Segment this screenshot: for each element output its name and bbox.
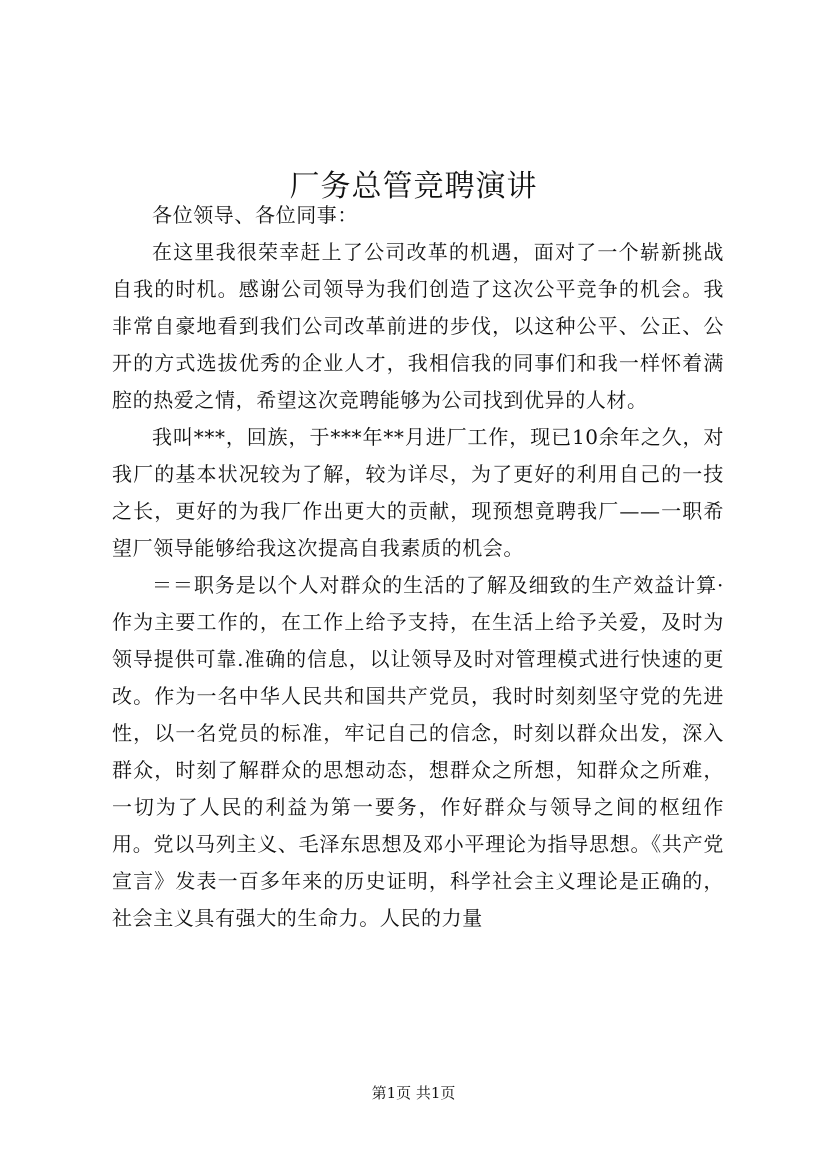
- self-introduction-paragraph: 我叫***，回族，于***年**月进厂工作，现已10余年之久，对我厂的基本状况较为了解，较为详尽，为了更好的利用自己的一技之长，更好的为我厂作出更大的贡献，现预想竟聘我厂——一职希望厂领导能够给我这次提高自我素质的机会。: [112, 425, 724, 560]
- document-body: [112, 197, 724, 937]
- page-number: 第1页 共1页: [371, 1084, 456, 1102]
- document-title: 厂务总管竞聘演讲: [289, 169, 538, 205]
- opportunity-paragraph: 在这里我很荣幸赶上了公司改革的机遇，面对了一个崭新挑战自我的时机。感谢公司领导为我们创造了这次公平竞争的机会。我非常自豪地看到我们公司改革前进的步伐，以这种公平、公正、公开的方式选拔优秀的企业人才，我相信我的同事们和我一样怀着满腔的热爱之情，希望这次竞聘能够为公司找到优异的人材。: [112, 240, 724, 412]
- salutation-paragraph: 各位领导、各位同事：: [152, 203, 358, 227]
- duties-paragraph: ＝＝职务是以个人对群众的生活的了解及细致的生产效益计算·作为主要工作的，在工作上给予支持，在生活上给予关爱，及时为领导提供可靠.准确的信息，以让领导及时对管理模式进行快速的更改。作为一名中华人民共和国共产党员，我时时刻刻坚守党的先进性，以一名党员的标准，牢记自己的信念，时刻以群众出发，深入群众，时刻了解群众的思想动态，想群众之所想，知群众之所难，一切为了人民的利益为第一要务，作好群众与领导之间的枢纽作用。党以马列主义、毛泽东思想及邓小平理论为指导思想。《共产党宣言》发表一百多年来的历史证明，科学社会主义理论是正确的，社会主义具有强大的生命力。人民的力量: [112, 573, 724, 930]
